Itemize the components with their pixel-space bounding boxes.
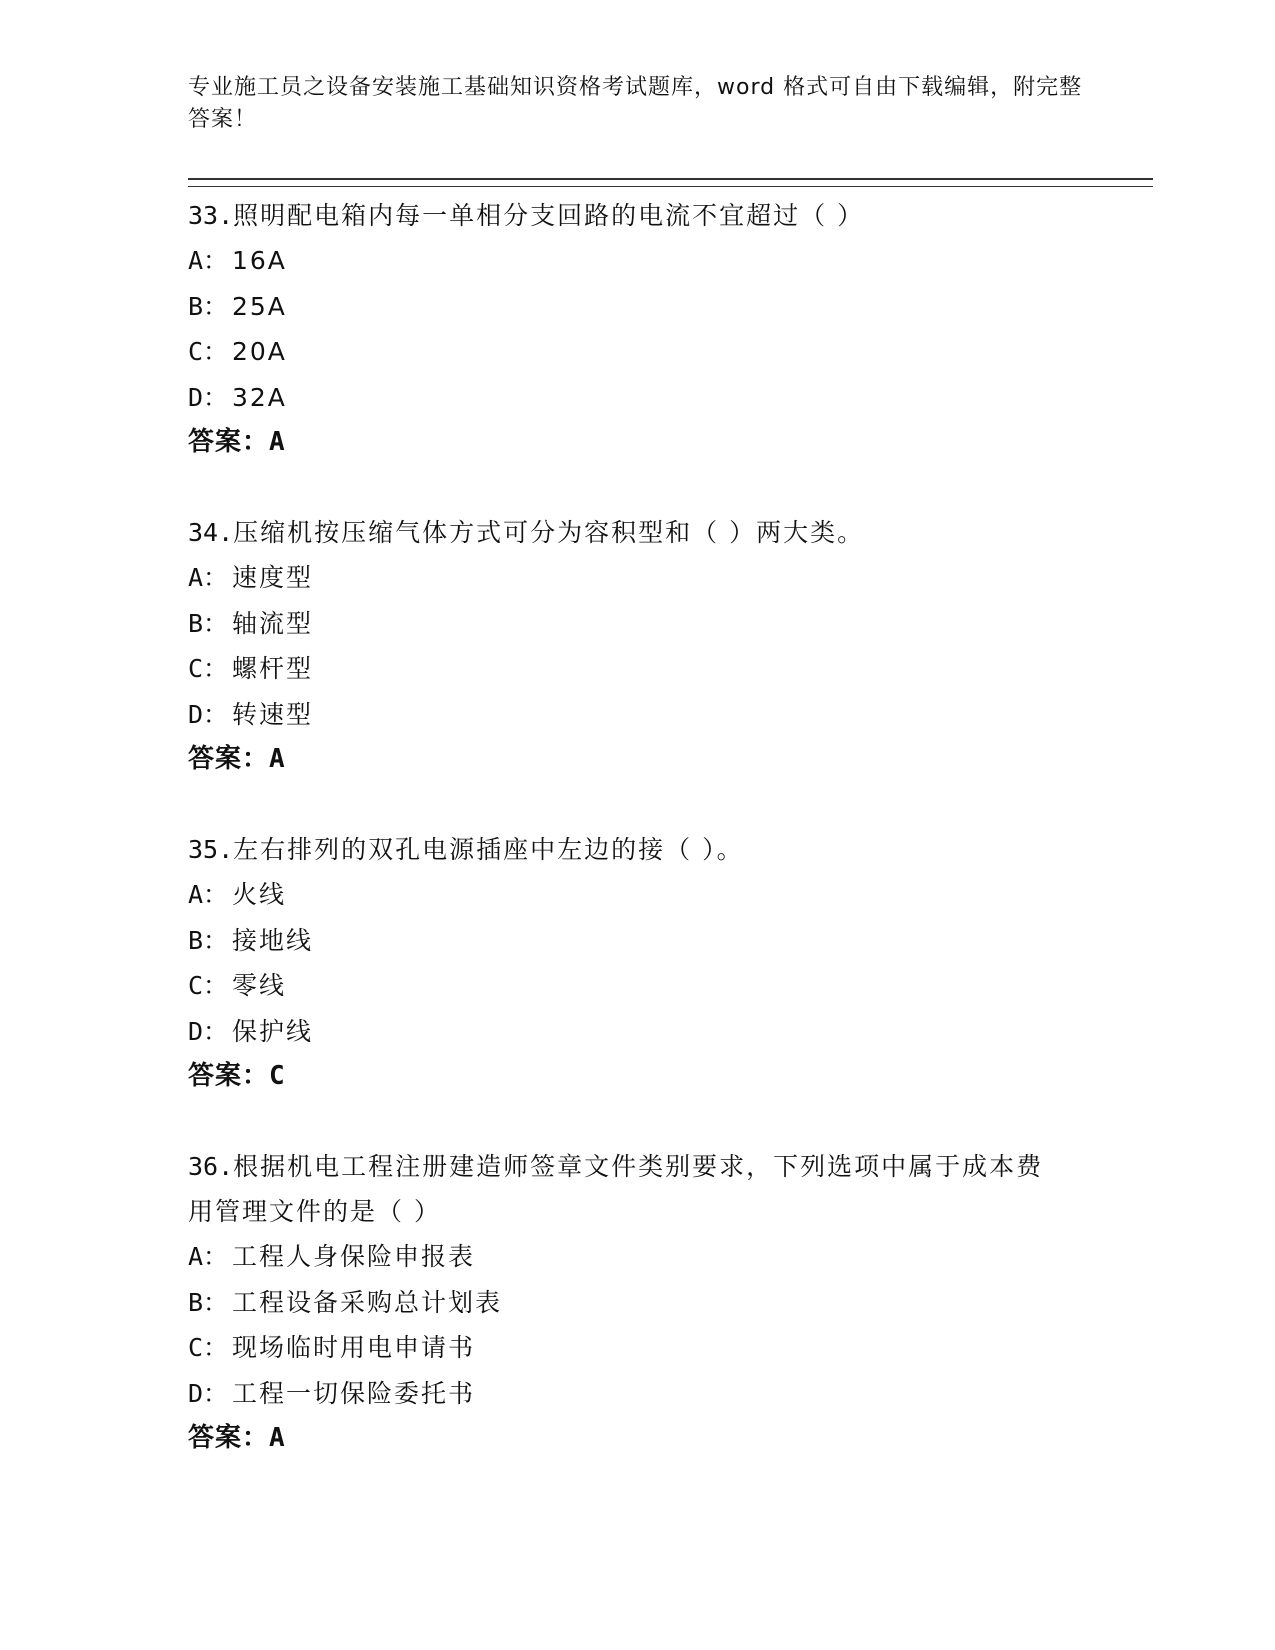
answer-line xyxy=(188,420,1153,464)
answer-value: A xyxy=(269,744,286,774)
answer-label: 答案： xyxy=(188,427,270,457)
option-list xyxy=(188,1234,1153,1416)
option-key: C： xyxy=(188,971,229,1000)
option-text: 速度型 xyxy=(232,563,314,592)
option-key: D： xyxy=(188,382,229,412)
option-d xyxy=(188,1371,1153,1417)
option-a xyxy=(188,555,1153,601)
option-b xyxy=(188,284,1153,330)
option-key: C： xyxy=(188,1333,229,1362)
option-d xyxy=(188,1009,1153,1055)
answer-line xyxy=(188,737,1153,781)
question-35 xyxy=(188,827,1153,1098)
option-key: B： xyxy=(188,608,229,638)
option-text: 轴流型 xyxy=(232,608,314,638)
option-text: 32A xyxy=(232,382,287,412)
answer-line xyxy=(188,1054,1153,1098)
option-c xyxy=(188,646,1153,692)
answer-value: A xyxy=(269,427,286,457)
option-text: 25A xyxy=(232,291,287,321)
question-stem: 照明配电箱内每一单相分支回路的电流不宜超过（ ） xyxy=(233,201,865,230)
question-number: 35. xyxy=(188,835,234,864)
question-text xyxy=(188,510,1068,555)
answer-value: C xyxy=(269,1061,286,1091)
option-text: 保护线 xyxy=(232,1016,314,1046)
option-key: C： xyxy=(188,654,229,683)
option-key: B： xyxy=(188,291,229,321)
option-c xyxy=(188,963,1153,1009)
question-number: 34. xyxy=(188,518,234,547)
option-d xyxy=(188,375,1153,421)
option-a xyxy=(188,1234,1153,1280)
option-text: 现场临时用电申请书 xyxy=(232,1333,476,1362)
option-key: A： xyxy=(188,880,229,909)
option-key: A： xyxy=(188,563,229,592)
question-list xyxy=(188,193,1153,1460)
option-key: C： xyxy=(188,337,229,366)
question-text xyxy=(188,193,1068,238)
document-intro: 专业施工员之设备安装施工基础知识资格考试题库，word 格式可自由下载编辑，附完整答案！ xyxy=(188,75,1083,132)
option-text: 工程人身保险申报表 xyxy=(232,1242,476,1271)
option-key: D： xyxy=(188,1378,229,1408)
option-a xyxy=(188,238,1153,284)
option-text: 16A xyxy=(232,246,287,275)
answer-label: 答案： xyxy=(188,1061,270,1091)
question-number: 33. xyxy=(188,201,234,230)
option-a xyxy=(188,872,1153,918)
option-key: B： xyxy=(188,1287,229,1317)
option-key: D： xyxy=(188,1016,229,1046)
option-list xyxy=(188,555,1153,737)
option-text: 火线 xyxy=(232,880,287,909)
option-list xyxy=(188,872,1153,1054)
option-b xyxy=(188,918,1153,964)
answer-label: 答案： xyxy=(188,1423,270,1453)
option-text: 螺杆型 xyxy=(232,654,314,683)
question-number: 36. xyxy=(188,1152,234,1181)
question-text xyxy=(188,827,1068,872)
option-d xyxy=(188,692,1153,738)
option-list xyxy=(188,238,1153,420)
question-stem: 左右排列的双孔电源插座中左边的接（ ）。 xyxy=(233,835,744,864)
question-stem: 压缩机按压缩气体方式可分为容积型和（ ）两大类。 xyxy=(233,518,865,547)
header-divider xyxy=(188,178,1153,187)
option-text: 20A xyxy=(232,337,287,366)
option-text: 零线 xyxy=(232,971,287,1000)
option-c xyxy=(188,329,1153,375)
option-text: 接地线 xyxy=(232,925,314,955)
question-stem: 根据机电工程注册建造师签章文件类别要求，下列选项中属于成本费用管理文件的是（ ） xyxy=(188,1152,1044,1226)
option-key: D： xyxy=(188,699,229,729)
question-34 xyxy=(188,510,1153,781)
question-36 xyxy=(188,1144,1153,1460)
option-text: 工程设备采购总计划表 xyxy=(232,1287,503,1317)
answer-line xyxy=(188,1416,1153,1460)
answer-label: 答案： xyxy=(188,744,270,774)
question-text xyxy=(188,1144,1068,1234)
document-page xyxy=(188,72,1153,1506)
option-b xyxy=(188,1280,1153,1326)
answer-value: A xyxy=(269,1423,286,1453)
option-b xyxy=(188,601,1153,647)
option-key: A： xyxy=(188,1242,229,1271)
option-text: 转速型 xyxy=(232,699,314,729)
option-key: A： xyxy=(188,246,229,275)
option-text: 工程一切保险委托书 xyxy=(232,1378,476,1408)
option-key: B： xyxy=(188,925,229,955)
question-33 xyxy=(188,193,1153,464)
option-c xyxy=(188,1325,1153,1371)
